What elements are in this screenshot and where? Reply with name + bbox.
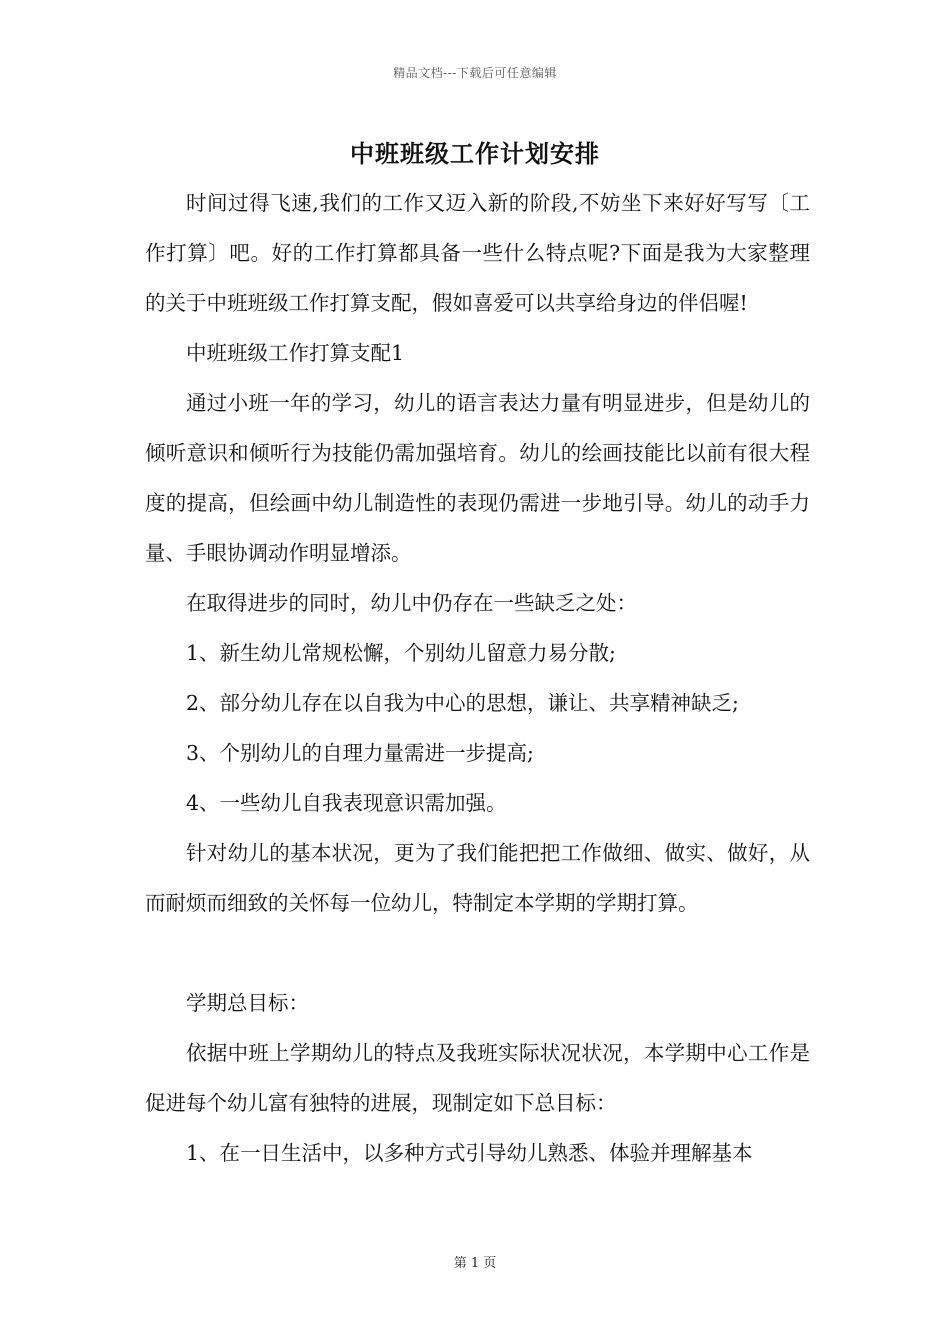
blank-line — [145, 928, 810, 978]
page-header: 精品文档---下载后可任意编辑 — [393, 66, 557, 80]
section-heading-plan-1: 中班班级工作打算支配1 — [186, 341, 405, 365]
paragraph-plan-purpose: 针对幼儿的基本状况，更为了我们能把把工作做细、做实、做好，从而耐烦而细致的关怀每一位幼儿，特制定本学期的学期打算。 — [145, 841, 810, 915]
list-item-2: 2、部分幼儿存在以自我为中心的思想，谦让、共享精神缺乏; — [186, 691, 739, 715]
document-title: 中班班级工作计划安排 — [350, 139, 600, 168]
paragraph-goals-intro: 依据中班上学期幼儿的特点及我班实际状况状况，本学期中心工作是促进每个幼儿富有独特的进展，现制定如下总目标： — [145, 1041, 810, 1115]
section-heading-goals: 学期总目标： — [186, 991, 309, 1015]
list-item-4: 4、一些幼儿自我表现意识需加强。 — [186, 791, 507, 815]
page-number: 第 1 页 — [453, 1256, 497, 1271]
list-item-3: 3、个别幼儿的自理力量需进一步提高; — [186, 741, 534, 765]
paragraph-shortcomings-intro: 在取得进步的同时，幼儿中仍存在一些缺乏之处： — [186, 591, 637, 615]
list-item-1: 1、新生幼儿常规松懈，个别幼儿留意力易分散; — [186, 641, 616, 665]
document-body — [145, 178, 810, 1178]
paragraph-assessment: 通过小班一年的学习，幼儿的语言表达力量有明显进步，但是幼儿的倾听意识和倾听行为技能仍需加强培育。幼儿的绘画技能比以前有很大程度的提高，但绘画中幼儿制造性的表现仍需进一步地引导。幼儿的动手力量、手眼协调动作明显增添。 — [145, 391, 810, 565]
paragraph-intro: 时间过得飞速,我们的工作又迈入新的阶段,不妨坐下来好好写写〔工作打算〕吧。好的工作打算都具备一些什么特点呢?下面是我为大家整理的关于中班班级工作打算支配，假如喜爱可以共享给身边的伴侣喔! — [145, 191, 810, 315]
goal-item-1: 1、在一日生活中，以多种方式引导幼儿熟悉、体验并理解基本 — [186, 1141, 753, 1165]
